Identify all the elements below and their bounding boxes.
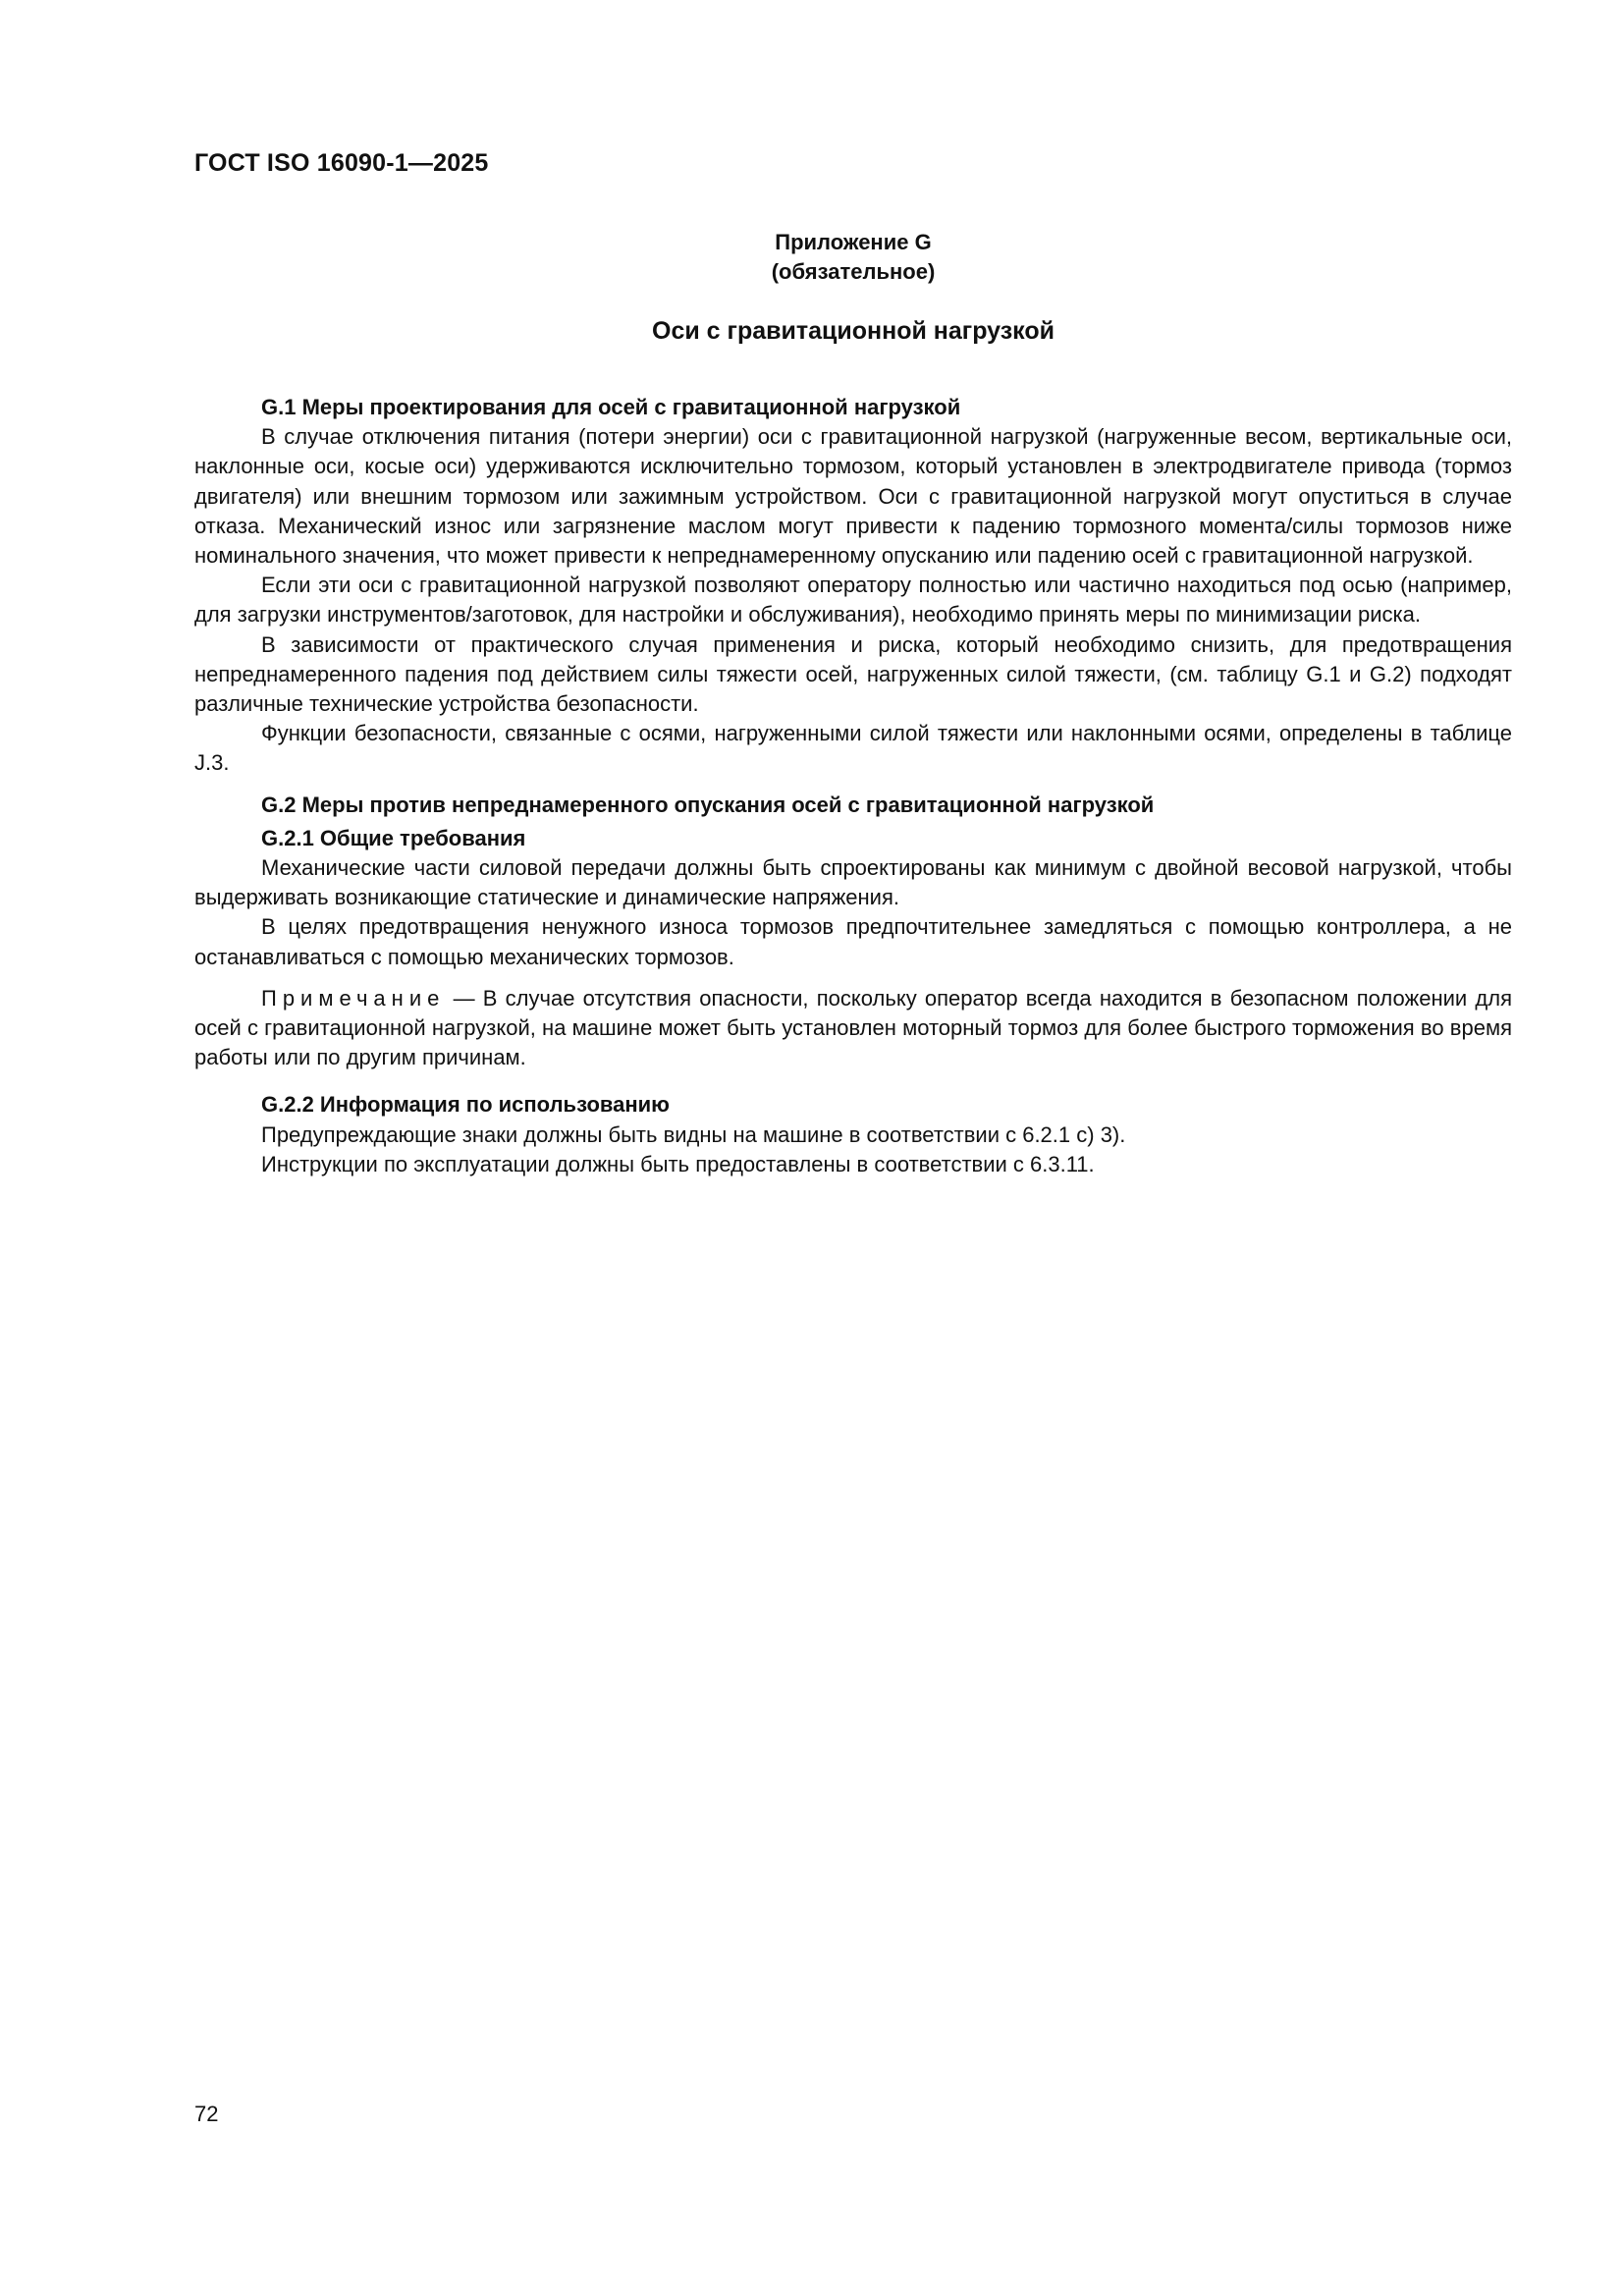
section-g22-heading: G.2.2 Информация по использованию	[261, 1092, 670, 1118]
paragraph: Механические части силовой передачи должны быть спроектированы как минимум с двойной весовой нагрузкой, чтобы выдерживать возникающие статические и динамические напряжения.	[194, 855, 1512, 910]
note-text: — В случае отсутствия опасности, поскольку оператор всегда находится в безопасном положении для осей с гравитационной нагрузкой, на машине может быть установлен моторный тормоз для более быстрого торможения во время работы или по другим причинам.	[194, 985, 1512, 1070]
section-g2-heading: G.2 Меры против непреднамеренного опускания осей с гравитационной нагрузкой	[261, 792, 1155, 817]
paragraph: В зависимости от практического случая применения и риска, который необходимо снизить, для предотвращения непреднамеренного падения под действием силы тяжести осей, нагруженных силой тяжести, (см. таблицу G.1 и G.2) подходят различные технические устройства безопасности.	[194, 631, 1512, 717]
appendix-status: (обязательное)	[771, 259, 936, 284]
document-body	[194, 393, 1512, 1179]
paragraph: В случае отключения питания (потери энергии) оси с гравитационной нагрузкой (нагруженные весом, вертикальные оси, наклонные оси, косые оси) удерживаются исключительно тормозом, который установлен в электродвигателе привода (тормоз двигателя) или внешним тормозом или зажимным устройством. Оси с гравитационной нагрузкой могут опуститься в случае отказа. Механический износ или загрязнение маслом могут привести к падению тормозного момента/силы тормозов ниже номинального значения, что может привести к непреднамеренному опусканию или падению осей с гравитационной нагрузкой.	[194, 424, 1512, 569]
note-label: Примечание	[261, 985, 446, 1011]
page-number: 72	[194, 2102, 219, 2126]
paragraph: В целях предотвращения ненужного износа тормозов предпочтительнее замедляться с помощью контроллера, а не останавливаться с помощью механических тормозов.	[194, 914, 1512, 969]
document-code-header: ГОСТ ISO 16090-1—2025	[194, 149, 489, 177]
paragraph: Инструкции по эксплуатации должны быть предоставлены в соответствии с 6.3.11.	[261, 1151, 1095, 1176]
section-g1-heading: G.1 Меры проектирования для осей с гравитационной нагрузкой	[261, 395, 961, 419]
section-g21-heading: G.2.1 Общие требования	[261, 825, 526, 850]
note-paragraph	[194, 984, 1512, 1073]
appendix-title: Оси с гравитационной нагрузкой	[652, 317, 1055, 345]
appendix-label: Приложение G	[775, 230, 932, 254]
paragraph: Предупреждающие знаки должны быть видны на машине в соответствии с 6.2.1 с) 3).	[261, 1121, 1126, 1147]
paragraph: Функции безопасности, связанные с осями, нагруженными силой тяжести или наклонными осями, определены в таблице J.3.	[194, 721, 1512, 776]
appendix-heading	[194, 228, 1512, 287]
paragraph: Если эти оси с гравитационной нагрузкой позволяют оператору полностью или частично находиться под осью (например, для загрузки инструментов/заготовок, для настройки и обслуживания), необходимо принять меры по минимизации риска.	[194, 573, 1512, 628]
